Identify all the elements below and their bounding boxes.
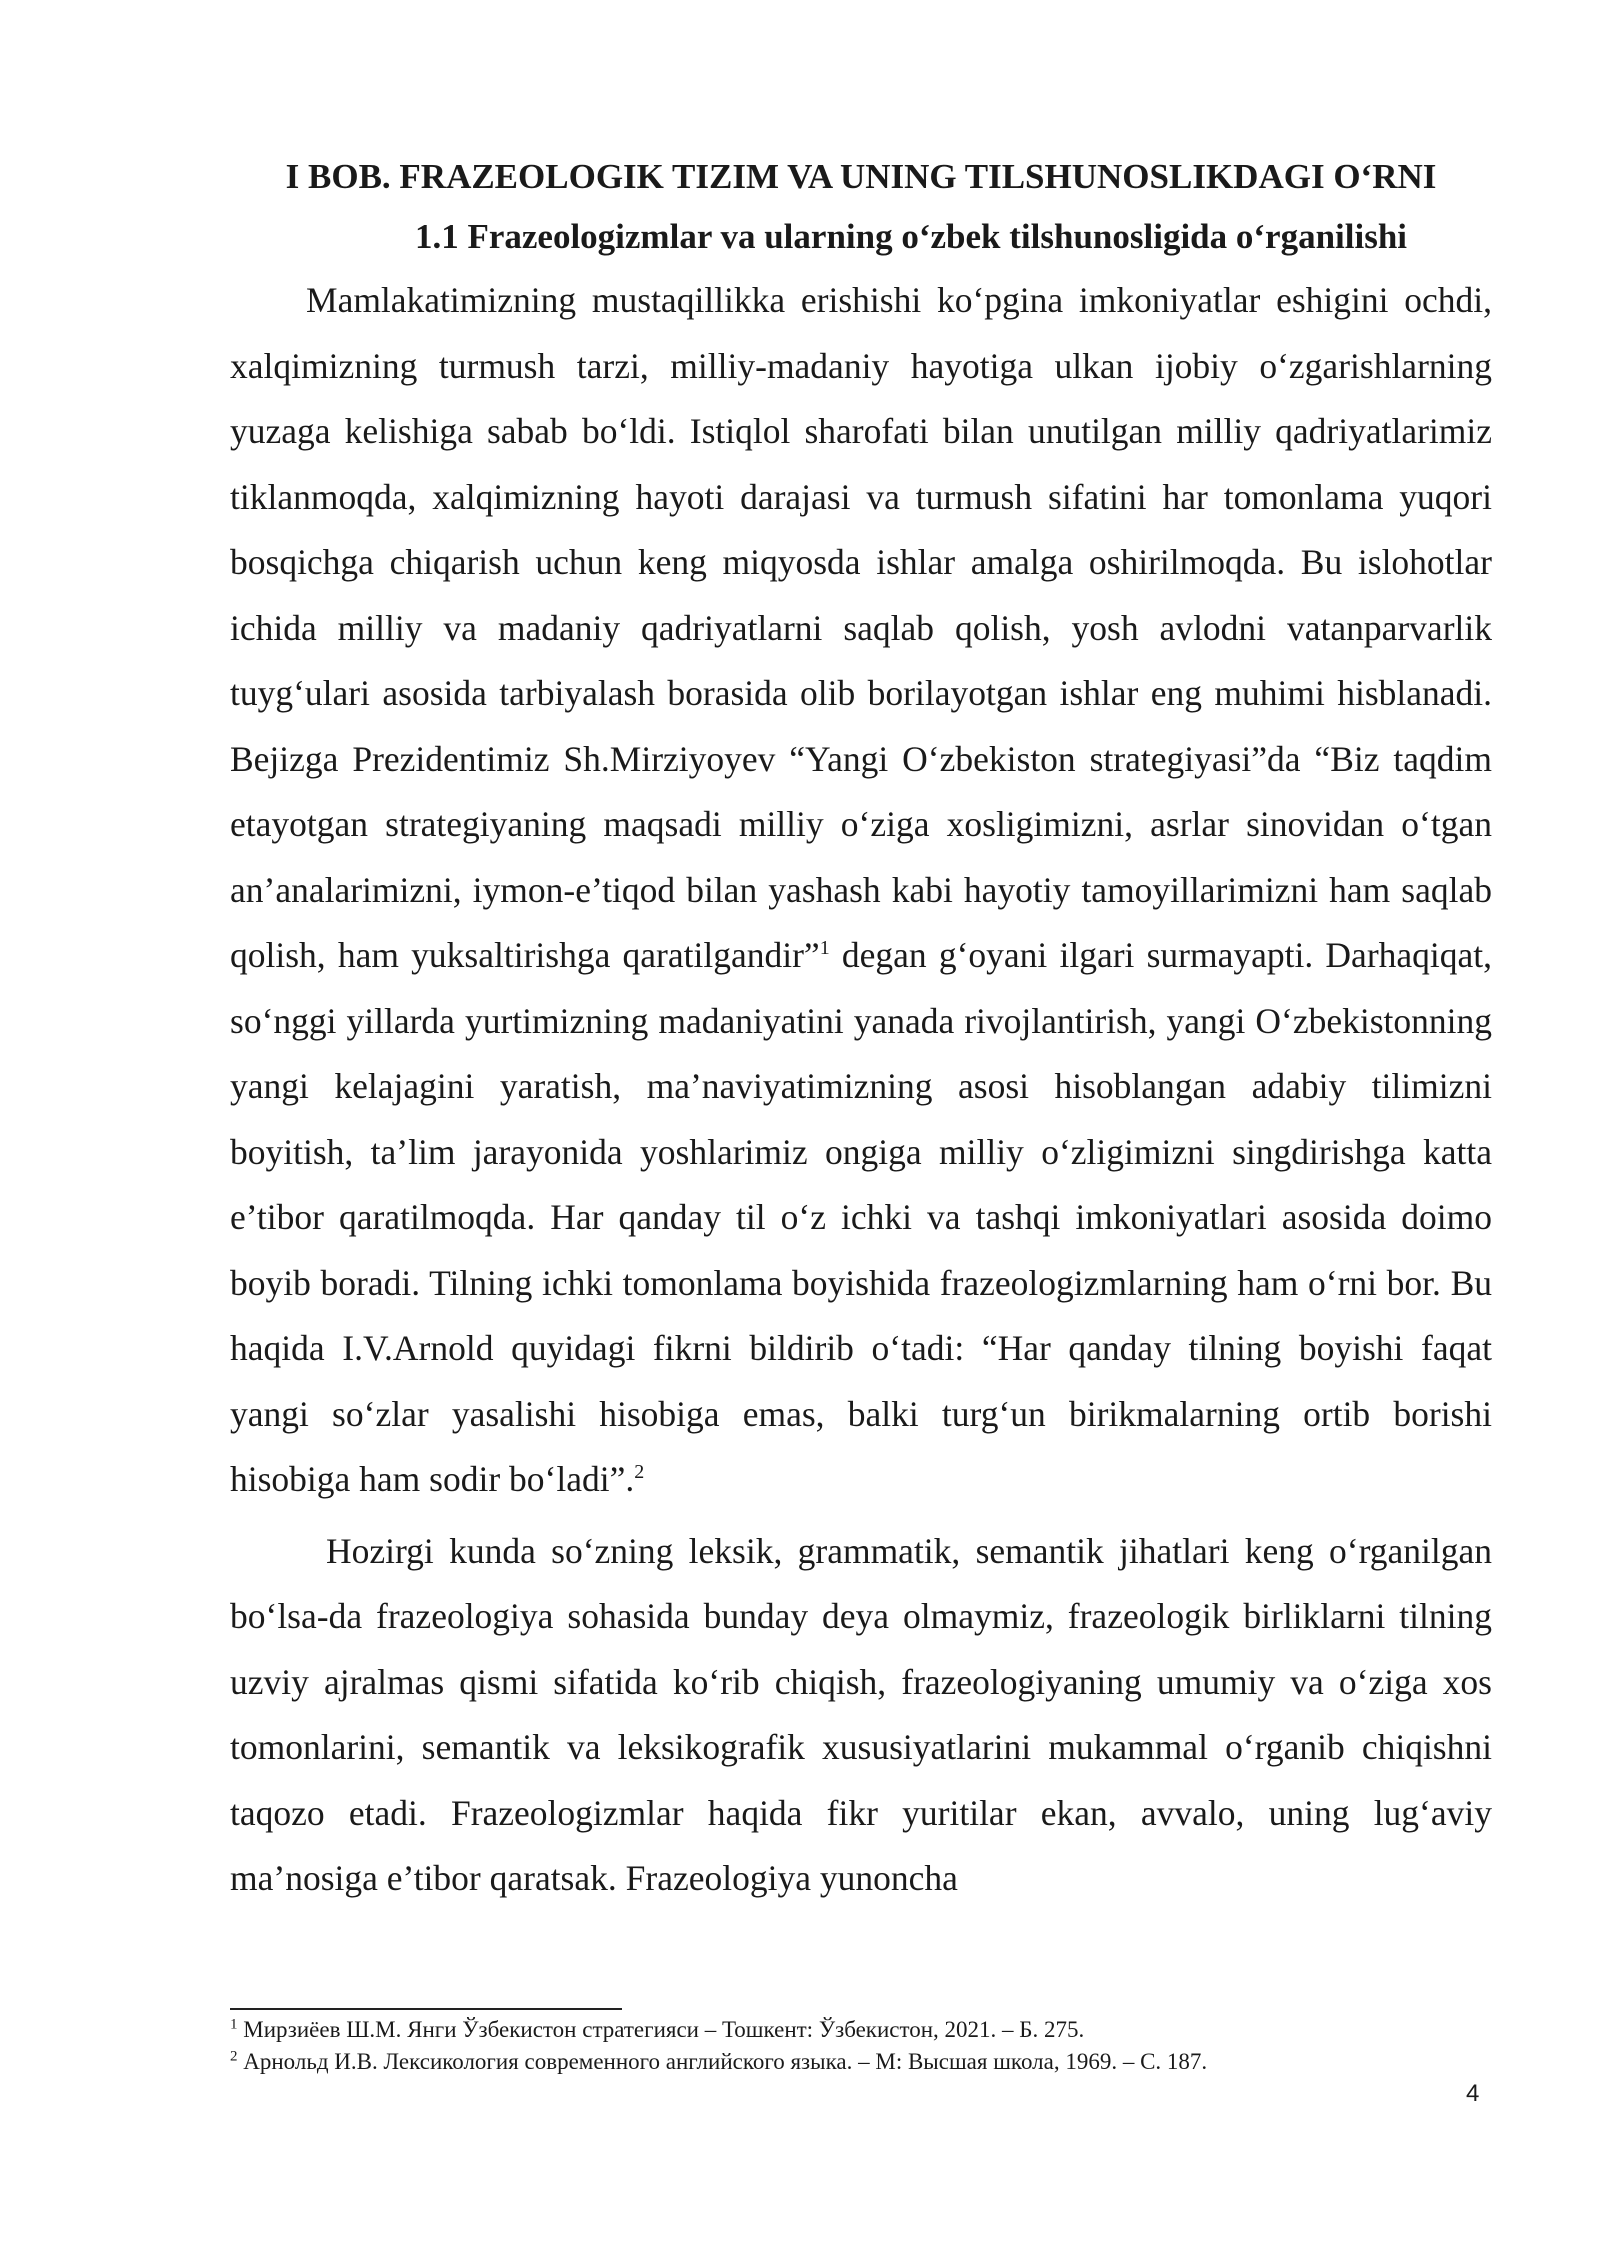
section-title: 1.1 Frazeologizmlar va ularning o‘zbek tilshunosligida o‘rganilishi — [414, 217, 1408, 256]
footnote-2-text: Арнольд И.В. Лексикология современного английского языка. – М: Высшая школа, 1969. – С. 187. — [237, 2049, 1208, 2074]
body-paragraph-1 — [230, 268, 1492, 1513]
footnote-separator — [230, 2008, 622, 2010]
footnote-1-text: Мирзиёев Ш.М. Янги Ўзбекистон стратегияси – Тошкент: Ўзбекистон, 2021. – Б. 275. — [237, 2017, 1085, 2042]
footnotes — [230, 2014, 1492, 2078]
footnote-2 — [230, 2046, 1492, 2078]
paragraph-1-text-a: Mamlakatimizning mustaqillikka erishishi ko‘pgina imkoniyatlar eshigini ochdi, xalqimizning turmush tarzi, milliy-madaniy hayotiga ulkan ijobiy o‘zgarishlarning yuzaga kelishiga sabab bo‘ldi. Istiqlol sharofati bilan unutilgan milliy qadriyatlarimiz tiklanmoqda, xalqimizning hayoti darajasi va turmush sifatini har tomonlama yuqori bosqichga chiqarish uchun keng miqyosda ishlar amalga oshirilmoqda. Bu islohotlar ichida milliy va madaniy qadriyatlarni saqlab qolish, yosh avlodni vatanparvarlik tuyg‘ulari asosida tarbiyalash borasida olib borilayotgan ishlar eng muhimi hisblanadi. Bejizga Prezidentimiz Sh.Mirziyoyev “Yangi O‘zbekiston strategiyasi”da “Biz taqdim etayotgan strategiyaning maqsadi milliy o‘ziga xosligimizni, asrlar sinovidan o‘tgan an’analarimizni, iymon-e’tiqod bilan yashash kabi hayotiy tamoyillarimizni ham saqlab qolish, ham yuksaltirishga qaratilgandir” — [230, 280, 1492, 975]
page-body — [230, 150, 1492, 1912]
footnote-ref-2: 2 — [634, 1461, 645, 1484]
footnote-1 — [230, 2014, 1492, 2046]
paragraph-1-text-b: degan g‘oyani ilgari surmayapti. Darhaqiqat, so‘nggi yillarda yurtimizning madaniyatini yanada rivojlantirish, yangi O‘zbekistonning yangi kelajagini yaratish, ma’naviyatimizning asosi hisoblangan adabiy tilimizni boyitish, ta’lim jarayonida yoshlarimiz ongiga milliy o‘zligimizni singdirishga katta e’tibor qaratilmoqda. Har qanday til o‘z ichki va tashqi imkoniyatlari asosida doimo boyib boradi. Tilning ichki tomonlama boyishida frazeologizmlarning ham o‘rni bor. Bu haqida I.V.Arnold quyidagi fikrni bildirib o‘tadi: “Har qanday tilning boyishi faqat yangi so‘zlar yasalishi hisobiga emas, balki turg‘un birikmalarning ortib borishi hisobiga ham sodir bo‘ladi”. — [230, 935, 1492, 1499]
page-number: 4 — [1466, 2080, 1480, 2107]
footnote-mark-1: 1 — [230, 2016, 238, 2033]
chapter-title: I BOB. FRAZEOLOGIK TIZIM VA UNING TILSHUNOSLIKDAGI O‘RNI — [285, 157, 1437, 196]
footnote-mark-2: 2 — [230, 2048, 238, 2065]
footnote-ref-1: 1 — [819, 937, 830, 960]
body-paragraph-2: Hozirgi kunda so‘zning leksik, grammatik, semantik jihatlari keng o‘rganilgan bo‘lsa-da frazeologiya sohasida bunday deya olmaymiz, frazeologik birliklarni tilning uzviy ajralmas qismi sifatida ko‘rib chiqish, frazeologiyaning umumiy va o‘ziga xos tomonlarini, semantik va leksikografik xususiyatlarini mukammal o‘rganib chiqishni taqozo etadi. Frazeologizmlar haqida fikr yuritilar ekan, avvalo, uning lug‘aviy ma’nosiga e’tibor qaratsak. Frazeologiya yunoncha — [230, 1530, 1492, 1898]
